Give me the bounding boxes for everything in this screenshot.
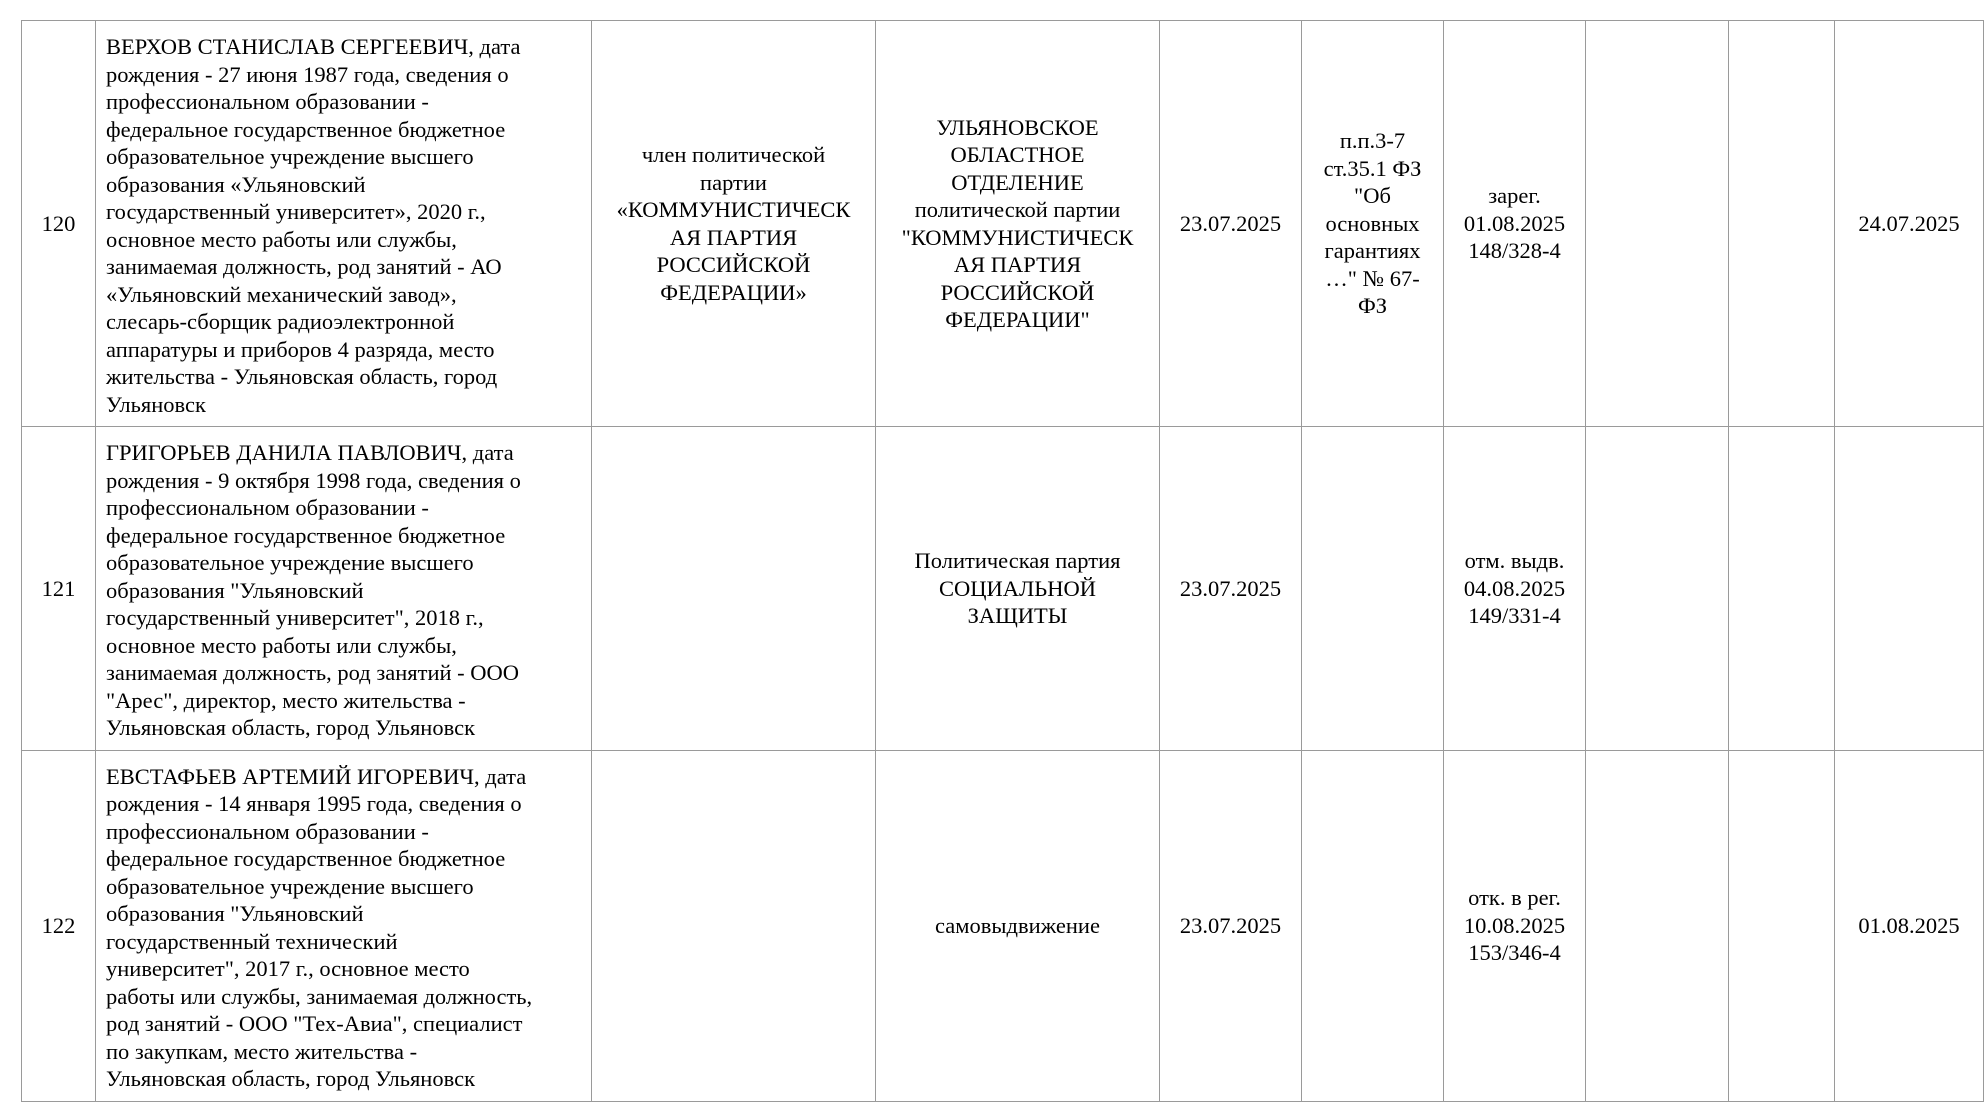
empty-cell (1586, 21, 1729, 427)
nominating-body-line: "КОММУНИСТИЧЕСК (901, 224, 1134, 250)
nominating-body-line: СОЦИАЛЬНОЙ (939, 575, 1096, 601)
date-cell (1835, 427, 1984, 751)
date-cell: 24.07.2025 (1835, 21, 1984, 427)
party-affiliation-line: «КОММУНИСТИЧЕСК (616, 197, 851, 222)
nominating-body (876, 750, 1160, 1101)
party-affiliation-line: ФЕДЕРАЦИИ» (660, 279, 807, 305)
row-number: 121 (22, 427, 96, 751)
candidate-info-line: образовательное учреждение высшего (106, 144, 474, 169)
candidate-info-line: Ульяновская область, город Ульяновск (106, 715, 476, 740)
registration-status-line: 01.08.2025 (1463, 210, 1566, 236)
candidates-table (21, 20, 1984, 1102)
candidate-info-line: профессиональном образовании - (106, 818, 429, 844)
candidate-info-line: по закупкам, место жительства - (106, 1038, 418, 1064)
table-row (22, 427, 1984, 751)
candidate-info-line: «Ульяновский механический завод», (106, 281, 457, 307)
registration-status-line: 10.08.2025 (1463, 912, 1566, 938)
candidate-info-line: ЕВСТАФЬЕВ АРТЕМИЙ ИГОРЕВИЧ, дата (106, 763, 527, 789)
nominating-body (876, 21, 1160, 427)
nomination-date: 23.07.2025 (1160, 427, 1302, 751)
registration-status-line: зарег. (1488, 183, 1541, 209)
candidate-info-line: Ульяновск (106, 391, 206, 417)
legal-basis-line: основных (1325, 210, 1420, 236)
candidate-info (96, 750, 592, 1101)
nominating-body-line: самовыдвижение (935, 912, 1100, 938)
nominating-body-line: ОБЛАСТНОЕ (950, 142, 1085, 167)
empty-cell (1729, 21, 1835, 427)
candidate-info-line: основное место работы или службы, (106, 632, 457, 658)
candidate-info-line: государственный университет», 2020 г., (106, 199, 486, 224)
empty-cell (1586, 750, 1729, 1101)
candidate-info-line: занимаемая должность, род занятий - АО (106, 254, 502, 279)
legal-basis-line: гарантиях (1324, 238, 1421, 264)
candidate-info-line: рождения - 14 января 1995 года, сведения о (106, 791, 522, 816)
registration-status-line: 153/346-4 (1468, 940, 1561, 966)
empty-cell (1729, 750, 1835, 1101)
registration-status (1444, 21, 1586, 427)
candidate-info-line: государственный университет", 2018 г., (106, 605, 484, 630)
candidate-info (96, 427, 592, 751)
row-number: 122 (22, 750, 96, 1101)
nominating-body-line: РОССИЙСКОЙ (940, 279, 1095, 305)
nomination-date: 23.07.2025 (1160, 750, 1302, 1101)
candidate-info-line: жительства - Ульяновская область, город (106, 364, 498, 389)
legal-basis (1302, 427, 1444, 751)
nominating-body-line: Политическая партия (914, 548, 1121, 573)
registration-status-line: 149/331-4 (1468, 603, 1561, 628)
nominating-body-line: УЛЬЯНОВСКОЕ (936, 114, 1099, 140)
party-affiliation (592, 427, 876, 751)
candidate-info-line: федеральное государственное бюджетное (106, 116, 506, 142)
candidate-info-line: аппаратуры и приборов 4 разряда, место (106, 336, 495, 362)
nominating-body-line: ФЕДЕРАЦИИ" (945, 307, 1090, 332)
candidate-info-line: рождения - 27 июня 1987 года, сведения о (106, 61, 509, 87)
registration-status (1444, 427, 1586, 751)
legal-basis-line: п.п.3-7 (1339, 128, 1406, 154)
candidate-info-line: занимаемая должность, род занятий - ООО (106, 660, 520, 685)
registration-status (1444, 750, 1586, 1101)
candidate-info-line: ГРИГОРЬЕВ ДАНИЛА ПАВЛОВИЧ, дата (106, 440, 514, 465)
candidate-info-line: образования "Ульяновский (106, 901, 364, 926)
party-affiliation-line: член политической (641, 142, 826, 167)
registration-status-line: отм. выдв. (1464, 548, 1565, 573)
candidate-info-line: федеральное государственное бюджетное (106, 522, 506, 548)
candidate-info (96, 21, 592, 427)
party-affiliation-line: партии (700, 169, 767, 195)
candidate-info-line: основное место работы или службы, (106, 226, 457, 252)
candidate-info-line: слесарь-сборщик радиоэлектронной (106, 309, 455, 334)
table-row (22, 21, 1984, 427)
candidate-info-line: образования «Ульяновский (106, 171, 366, 197)
legal-basis-line: …" № 67- (1325, 265, 1420, 291)
empty-cell (1586, 427, 1729, 751)
legal-basis (1302, 750, 1444, 1101)
registration-status-line: 04.08.2025 (1463, 575, 1566, 601)
party-affiliation (592, 21, 876, 427)
candidate-info-line: образовательное учреждение высшего (106, 550, 474, 575)
nomination-date: 23.07.2025 (1160, 21, 1302, 427)
candidate-info-line: работы или службы, занимаемая должность, (106, 983, 533, 1009)
registration-status-line: отк. в рег. (1468, 885, 1561, 911)
legal-basis-line: "Об (1354, 183, 1391, 209)
party-affiliation-line: РОССИЙСКОЙ (656, 252, 811, 277)
candidate-info-line: Ульяновская область, город Ульяновск (106, 1066, 476, 1091)
candidate-info-line: государственный технический (106, 928, 398, 954)
row-number: 120 (22, 21, 96, 427)
legal-basis (1302, 21, 1444, 427)
nominating-body (876, 427, 1160, 751)
date-cell: 01.08.2025 (1835, 750, 1984, 1101)
party-affiliation (592, 750, 876, 1101)
table-row (22, 750, 1984, 1101)
nominating-body-line: АЯ ПАРТИЯ (953, 252, 1082, 277)
candidate-info-line: "Арес", директор, место жительства - (106, 687, 466, 713)
nominating-body-line: ЗАЩИТЫ (967, 603, 1068, 628)
candidate-info-line: профессиональном образовании - (106, 495, 429, 520)
candidate-info-line: рождения - 9 октября 1998 года, сведения о (106, 467, 521, 493)
nominating-body-line: политической партии (914, 197, 1121, 222)
candidate-info-line: род занятий - ООО "Тех-Авиа", специалист (106, 1011, 523, 1036)
candidate-info-line: ВЕРХОВ СТАНИСЛАВ СЕРГЕЕВИЧ, дата (106, 34, 521, 59)
registration-status-line: 148/328-4 (1468, 238, 1561, 264)
candidate-info-line: образования "Ульяновский (106, 577, 364, 603)
party-affiliation-line: АЯ ПАРТИЯ (669, 224, 798, 250)
nominating-body-line: ОТДЕЛЕНИЕ (951, 169, 1084, 195)
candidate-info-line: образовательное учреждение высшего (106, 873, 474, 899)
candidate-info-line: федеральное государственное бюджетное (106, 846, 506, 871)
legal-basis-line: ФЗ (1357, 293, 1388, 319)
candidate-info-line: университет", 2017 г., основное место (106, 956, 470, 981)
candidate-info-line: профессиональном образовании - (106, 89, 429, 114)
legal-basis-line: ст.35.1 ФЗ (1323, 155, 1422, 181)
empty-cell (1729, 427, 1835, 751)
